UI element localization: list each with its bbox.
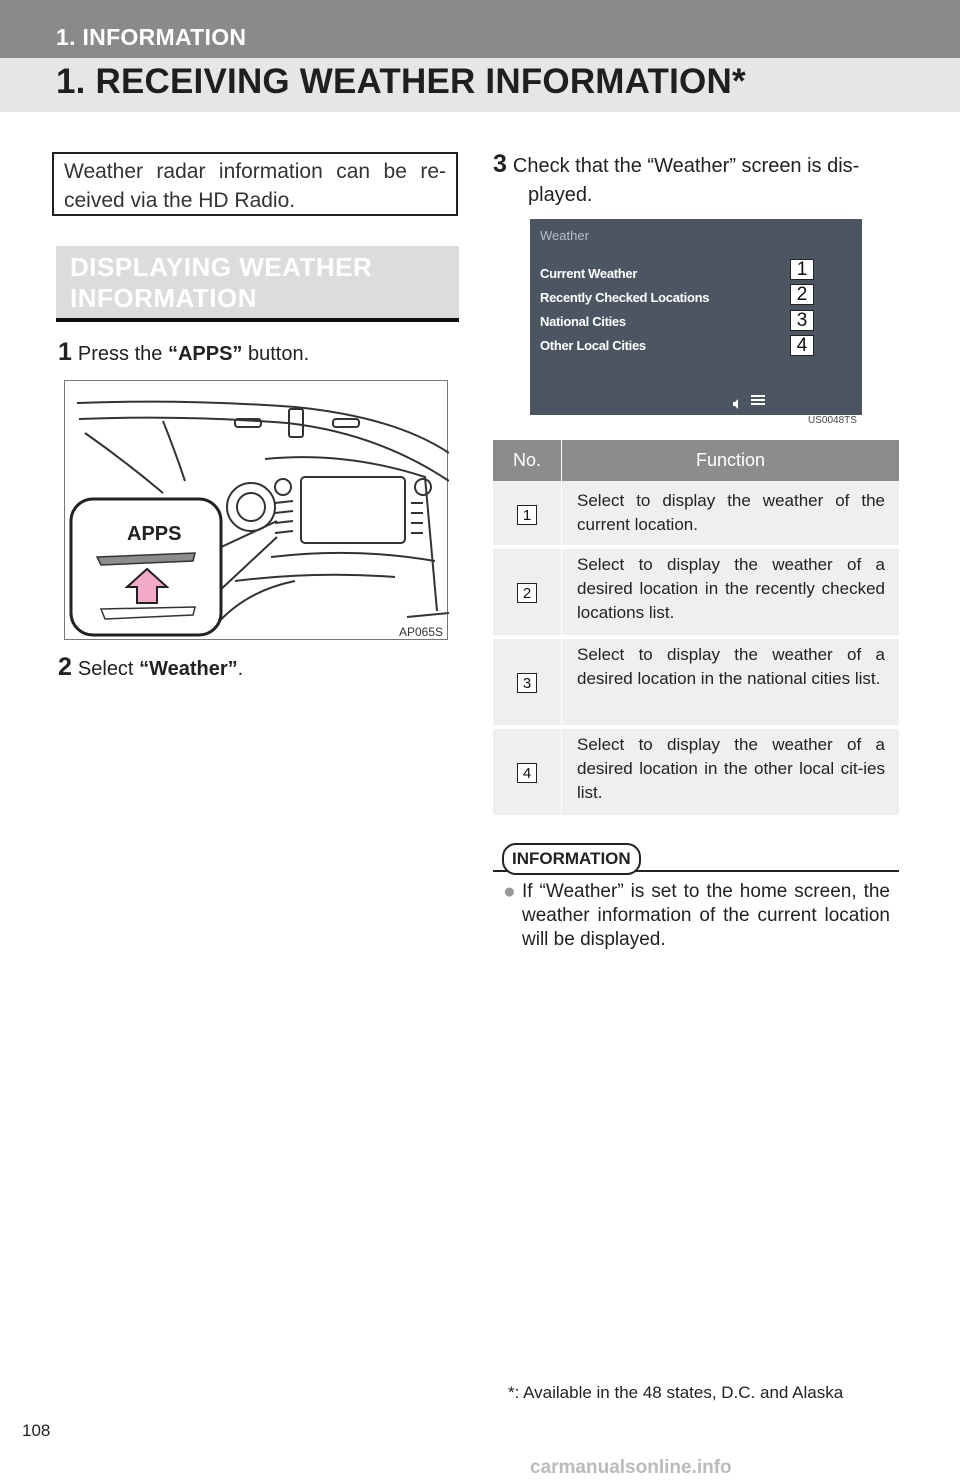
table-header	[493, 440, 899, 481]
watermark: carmanualsonline.info	[530, 1457, 732, 1478]
dashboard-drawing	[65, 381, 449, 641]
step-number: 2	[58, 653, 72, 681]
callout-number: 3	[790, 310, 814, 331]
row-number: 1	[517, 505, 537, 525]
weather-item-current[interactable]: Current Weather	[540, 266, 638, 281]
row-number: 4	[517, 763, 537, 783]
speaker-icon	[732, 396, 742, 406]
row-function: Select to display the weather of a desired location in the other local cit-ies list.	[577, 735, 885, 802]
apps-button-label: APPS	[127, 523, 182, 545]
section-heading: DISPLAYING WEATHER INFORMATION	[56, 246, 459, 322]
footnote: *: Available in the 48 states, D.C. and Alaska	[508, 1383, 844, 1402]
column-header-no: No.	[493, 440, 562, 481]
table-row	[493, 639, 899, 725]
row-number: 3	[517, 673, 537, 693]
column-header-function: Function	[695, 450, 766, 470]
callout-number: 4	[790, 335, 814, 356]
dashboard-illustration	[64, 380, 448, 640]
callout-number: 1	[790, 259, 814, 280]
table-row	[493, 549, 899, 635]
step-number: 3	[493, 150, 507, 178]
page-title: 1. RECEIVING WEATHER INFORMATION*	[56, 62, 746, 101]
intro-box: Weather radar information can be re-ceived via the HD Radio.	[52, 152, 458, 216]
table-row	[493, 481, 899, 545]
bullet-icon: ●	[503, 880, 516, 903]
information-label: INFORMATION	[502, 843, 641, 875]
weather-item-other[interactable]: Other Local Cities	[540, 338, 646, 353]
weather-item-national[interactable]: National Cities	[540, 314, 626, 329]
row-function: Select to display the weather of a desired location in the recently checked locations list.	[577, 555, 885, 622]
row-number: 2	[517, 583, 537, 603]
illustration-code: AP065S	[399, 625, 444, 639]
row-function: Select to display the weather of a desired location in the national cities list.	[577, 645, 885, 688]
weather-item-recent[interactable]: Recently Checked Locations	[540, 290, 710, 305]
step-number: 1	[58, 338, 72, 366]
section-title: 1. INFORMATION	[56, 24, 247, 50]
row-function: Select to display the weather of the current location.	[577, 491, 885, 534]
information-text: If “Weather” is set to the home screen, the weather information of the current location will be displayed.	[522, 881, 890, 950]
screen-code: US0048TS	[778, 416, 862, 427]
table-row	[493, 729, 899, 815]
page-number: 108	[22, 1421, 51, 1440]
callout-number: 2	[790, 284, 814, 305]
step-3: 3 Check that the “Weather” screen is dis- played.	[493, 150, 860, 206]
weather-screen-title: Weather	[540, 228, 589, 243]
step-1: 1 Press the “APPS” button.	[58, 338, 310, 366]
menu-icon	[750, 394, 766, 407]
step-2: 2 Select “Weather”.	[58, 653, 244, 681]
